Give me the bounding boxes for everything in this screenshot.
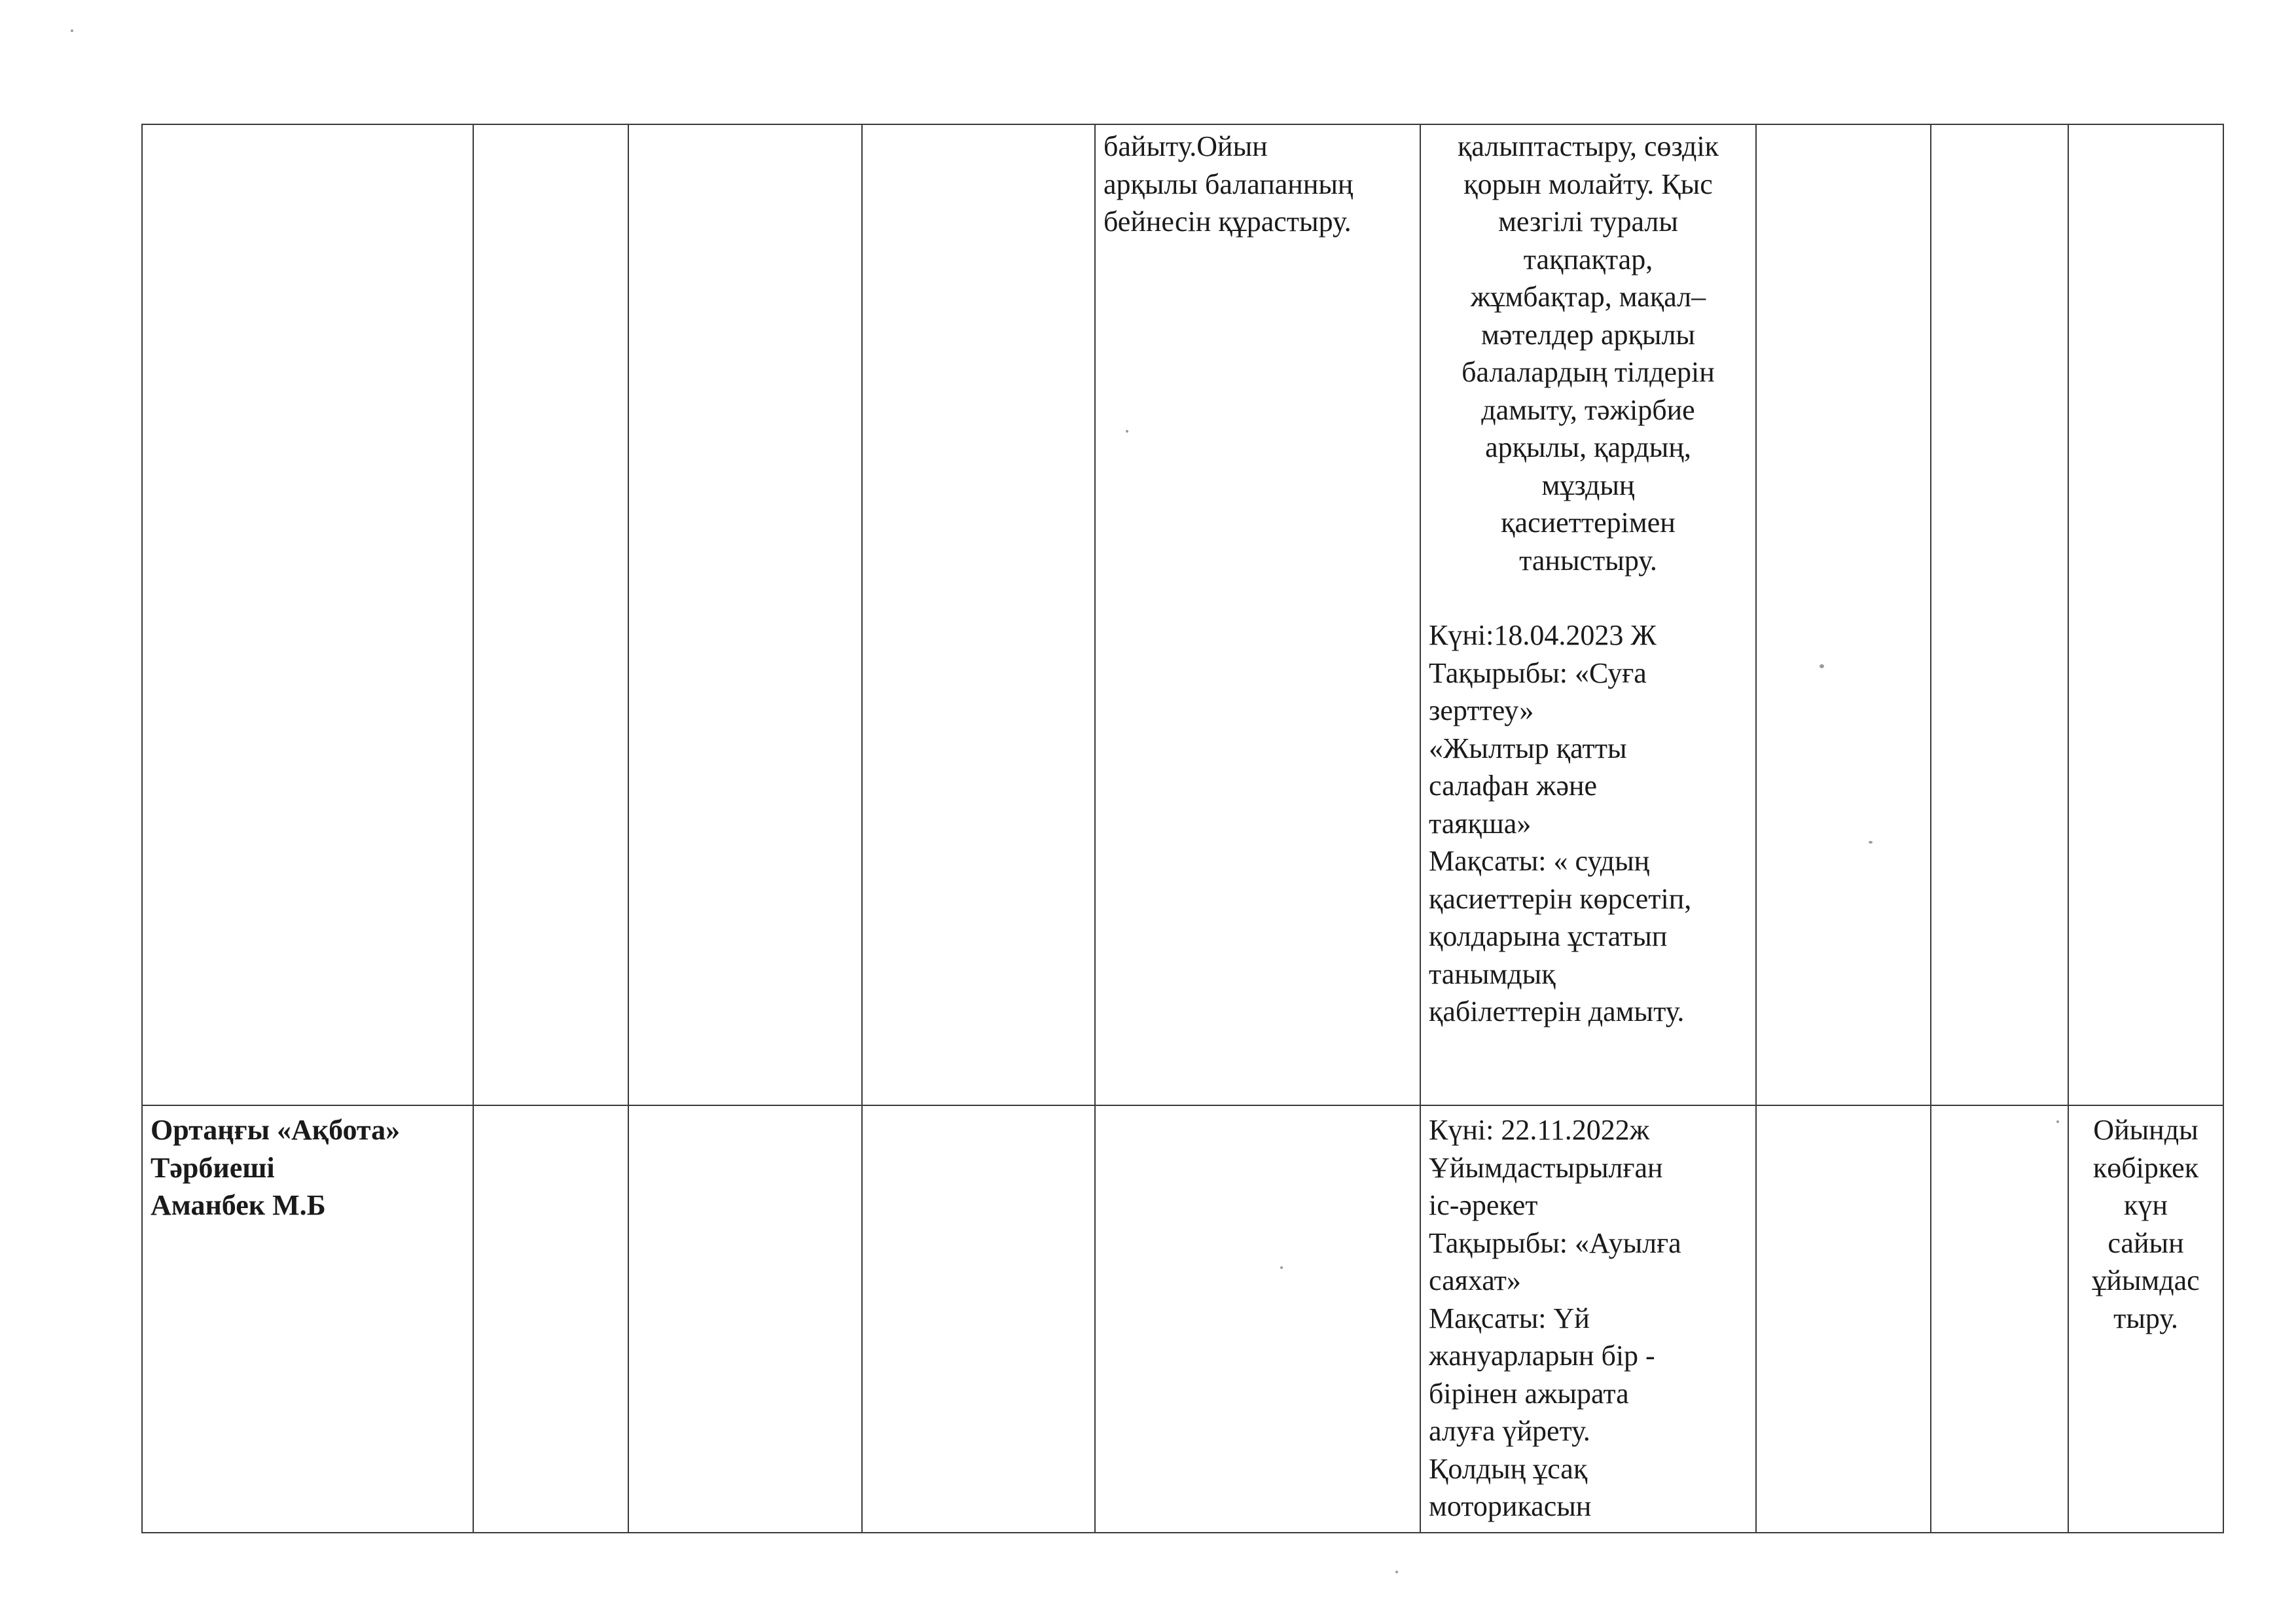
cell-text-line: моторикасын [1429, 1490, 1592, 1522]
table-row [142, 124, 2223, 1105]
cell-text-line: ұйымдас [2092, 1264, 2200, 1296]
cell-text-line: алуға үйрету. [1429, 1415, 1590, 1447]
cell-text-line: Тақырыбы: «Ауылға [1429, 1226, 1681, 1259]
cell-text-line: балалардың тілдерін [1462, 356, 1715, 388]
cell-text-line: зерттеу» [1429, 694, 1534, 726]
table-cell [1756, 124, 1931, 1105]
cell-text-line: Ойынды [2093, 1114, 2198, 1146]
scan-speck [1395, 1571, 1398, 1573]
cell-text-line: қабілеттерін дамыту. [1429, 995, 1685, 1027]
cell-text-line: дамыту, тәжірбие [1481, 393, 1695, 426]
plan-table [141, 124, 2224, 1533]
cell-text-line: «Жылтыр қатты [1429, 732, 1627, 764]
cell-text-line: мезгілі туралы [1498, 205, 1678, 238]
table-cell [1931, 1105, 2068, 1533]
table-cell-description [1420, 124, 1756, 1105]
cell-text-line: жануарларын бір - [1429, 1340, 1655, 1372]
cell-text-line: сайын [2108, 1226, 2184, 1259]
cell-text-line: қолдарына ұстатып [1429, 920, 1668, 952]
table-cell-activity [1095, 124, 1420, 1105]
cell-text-line: бейнесін құрастыру. [1103, 205, 1352, 238]
cell-text-line: Тақырыбы: «Суға [1429, 656, 1647, 689]
cell-text-line: Мақсаты: « судың [1429, 845, 1650, 877]
cell-text-line: саяхат» [1429, 1264, 1521, 1296]
cell-text-line: мәтелдер арқылы [1481, 318, 1695, 351]
cell-text-line: қасиеттерімен [1501, 507, 1676, 539]
cell-text-line: мұздың [1541, 469, 1635, 501]
cell-text-line: Ұйымдастырылған [1429, 1151, 1663, 1184]
cell-text-line: байыту.Ойын [1103, 130, 1268, 162]
table-row [142, 1105, 2223, 1533]
table-cell [628, 124, 862, 1105]
cell-text-line: бірінен ажырата [1429, 1377, 1629, 1410]
cell-text-line: тақпақтар, [1523, 243, 1653, 276]
cell-text-line: тыру. [2113, 1302, 2178, 1334]
table-cell [1931, 124, 2068, 1105]
table-cell-description [1420, 1105, 1756, 1533]
teacher-name: Аманбек М.Б [151, 1189, 326, 1221]
cell-text-line: қалыптастыру, сөздік [1457, 130, 1719, 162]
cell-text-line: күн [2124, 1189, 2168, 1221]
table-cell [862, 124, 1095, 1105]
cell-text-line: іс-әрекет [1429, 1189, 1538, 1221]
table-cell [473, 1105, 628, 1533]
cell-text-line: Мақсаты: Үй [1429, 1302, 1590, 1334]
group-name: Ортаңғы «Ақбота» [151, 1114, 401, 1146]
table-cell-group [142, 1105, 473, 1533]
cell-text-line: көбіркек [2092, 1151, 2199, 1184]
cell-text-line: танымдық [1429, 957, 1556, 990]
cell-text-line: Күні: 22.11.2022ж [1429, 1114, 1650, 1146]
cell-text-line: қорын молайту. Қыс [1463, 168, 1713, 200]
description-block-left [1429, 616, 1748, 1031]
table-cell [1095, 1105, 1420, 1533]
table-cell [628, 1105, 862, 1533]
cell-text-line: таяқша» [1429, 807, 1532, 840]
cell-text-line: қасиеттерін көрсетіп, [1429, 882, 1692, 915]
cell-text-line: Күні:18.04.2023 Ж [1429, 619, 1657, 651]
cell-text-line: арқылы, қардың, [1485, 431, 1691, 463]
description-block-centered [1429, 128, 1748, 579]
teacher-role: Тәрбиеші [151, 1151, 275, 1184]
cell-text-line: салафан және [1429, 770, 1598, 802]
table-cell [862, 1105, 1095, 1533]
table-cell [473, 124, 628, 1105]
cell-text-line: Қолдың ұсақ [1429, 1452, 1588, 1485]
spacer [1429, 579, 1748, 616]
cell-text-line: таныстыру. [1519, 544, 1657, 577]
scan-speck [71, 29, 73, 32]
cell-text-line: жұмбақтар, мақал– [1470, 281, 1706, 313]
table-cell [2068, 124, 2223, 1105]
table-cell-recommendation [2068, 1105, 2223, 1533]
cell-text-line: арқылы балапанның [1103, 168, 1354, 200]
table-cell [142, 124, 473, 1105]
table-cell [1756, 1105, 1931, 1533]
